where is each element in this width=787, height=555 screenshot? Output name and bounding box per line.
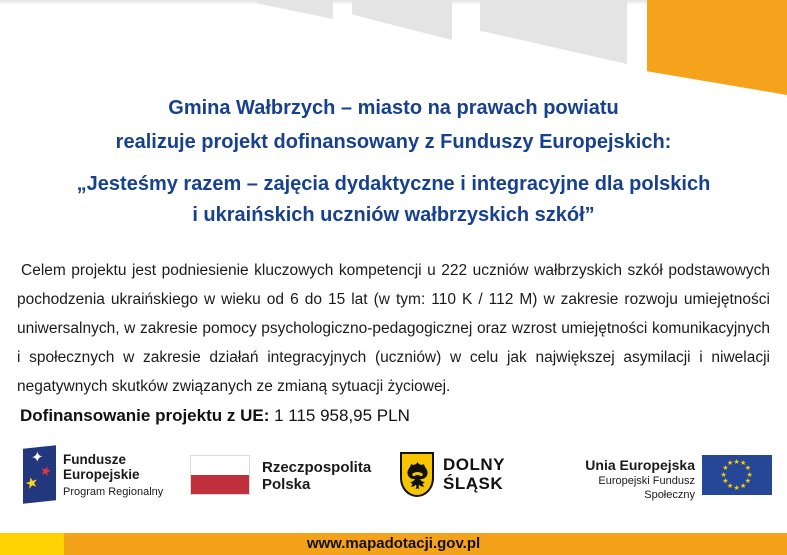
funding-label: Dofinansowanie projektu z UE: — [20, 406, 270, 425]
eu-flag-icon — [702, 455, 772, 495]
eu-funds-subtitle: Program Regionalny — [63, 486, 164, 498]
project-title-line-2: i ukraińskich uczniów wałbrzyskich szkół” — [192, 204, 595, 226]
fe-red-star-icon: ★ — [37, 462, 54, 480]
eu-funds-title-line-1: Fundusze — [63, 452, 126, 467]
fe-white-star-icon: ✦ — [31, 448, 44, 467]
footer-url: www.mapadotacji.gov.pl — [306, 535, 481, 552]
eu-star-icon: ★ — [740, 482, 747, 490]
lower-silesia-title-line-1: DOLNY — [443, 455, 505, 474]
eu-logo-text — [555, 457, 695, 502]
eu-star-icon: ★ — [733, 484, 740, 492]
deco-gray-wedge-2 — [352, 0, 452, 40]
eu-star-icon: ★ — [727, 482, 734, 490]
fe-yellow-star-icon: ★ — [23, 473, 41, 494]
poland-title-line-1: Rzeczpospolita — [262, 459, 372, 476]
eu-star-icon: ★ — [720, 471, 727, 479]
poland-flag-white-stripe — [191, 456, 249, 475]
project-title-line-1: „Jesteśmy razem – zajęcia dydaktyczne i integracyjne dla polskich — [76, 173, 711, 195]
deco-orange-wedge — [647, 0, 787, 95]
poland-title-line-2: Polska — [262, 476, 311, 493]
heading-line-1: Gmina Wałbrzych – miasto na prawach powiatu — [168, 97, 619, 119]
eu-subtitle: Europejski Fundusz Społeczny — [598, 475, 695, 501]
funding-value: 1 115 958,95 PLN — [269, 406, 410, 425]
eu-star-icon: ★ — [744, 478, 752, 485]
eu-star-icon: ★ — [722, 478, 729, 485]
eu-star-icon: ★ — [727, 460, 734, 468]
deco-gray-wedge-1 — [257, 0, 333, 19]
silesian-eagle-icon — [405, 459, 430, 491]
eu-funds-title-line-2: Europejskie — [63, 467, 140, 482]
deco-gray-wedge-3 — [480, 0, 627, 64]
silesian-eagle-shield-icon — [400, 452, 434, 497]
eu-star-icon: ★ — [733, 458, 740, 466]
eu-funds-logo-icon — [23, 445, 56, 503]
eu-star-icon: ★ — [744, 465, 752, 472]
eu-star-icon: ★ — [746, 471, 753, 479]
poland-flag-red-stripe — [191, 475, 249, 494]
eu-star-icon: ★ — [722, 465, 729, 472]
lower-silesia-title-line-2: ŚLĄSK — [443, 474, 504, 493]
heading-line-2: realizuje projekt dofinansowany z Funduszy Europejskich: — [115, 131, 672, 153]
project-description: Celem projektu jest podniesienie kluczowych kompetencji u 222 uczniów wałbrzyskich szkół podstawowych pochodzenia ukraińskiego w wieku od 6 do 15 lat (w tym: 110 K / 112 M) w zakresie rozwoju umiejętności uniwersalnych, w zakresie pomocy psychologiczno-pedagogicznej oraz wzrost umiejętności komunikacyjnych i społecznych w zakresie działań integracyjnych (uczniów) w celu jak największej asymilacji i niwelacji negatywnych skutków związanych ze zmianą sytuacji życiowej. — [17, 262, 770, 395]
eu-star-icon: ★ — [740, 460, 747, 468]
eu-title: Unia Europejska — [585, 457, 695, 473]
funding-line — [20, 406, 410, 426]
poland-flag-icon — [190, 455, 250, 495]
